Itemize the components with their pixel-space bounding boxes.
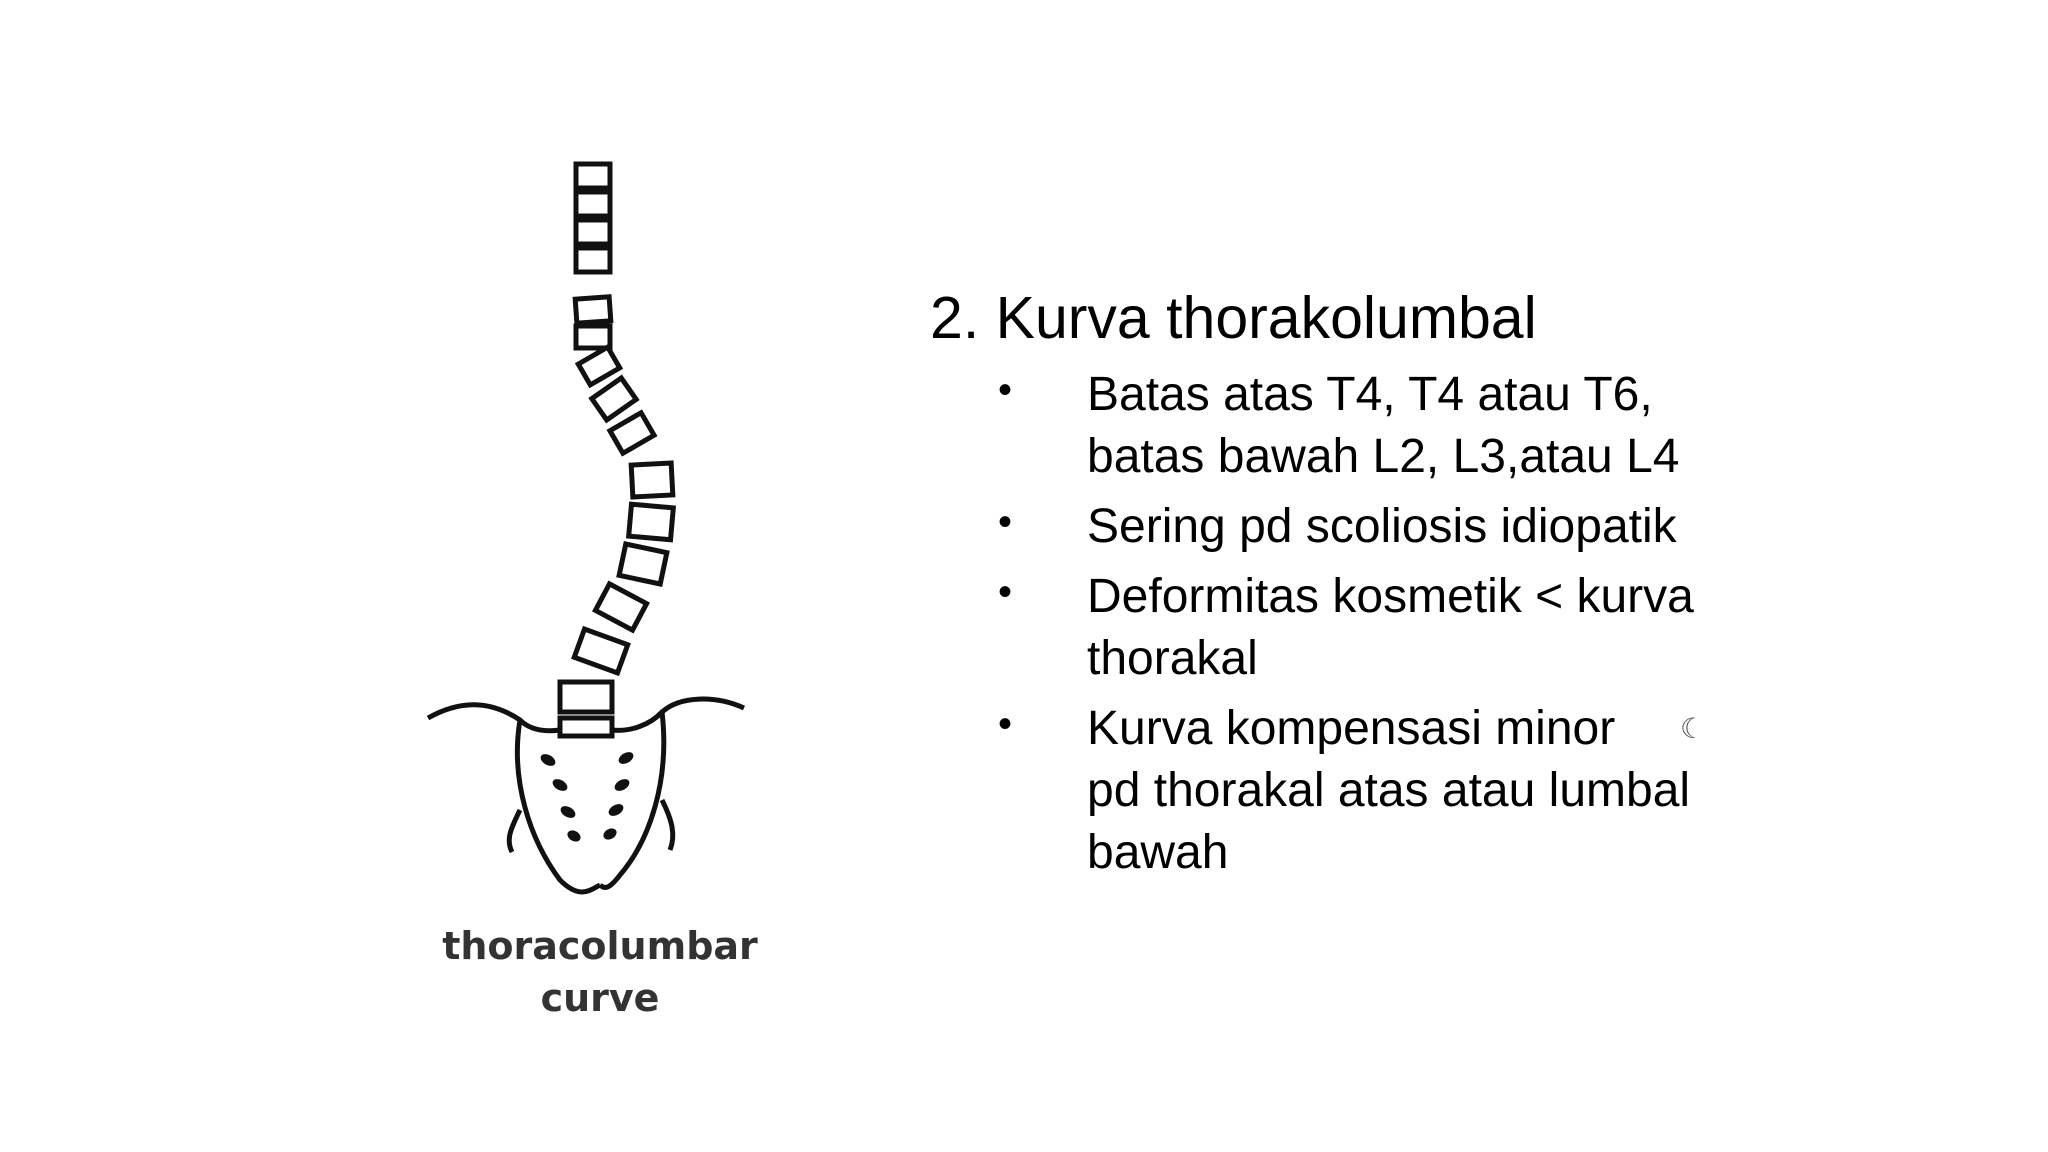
bullet-text-line: Batas atas T4, T4 atau T6, xyxy=(1087,368,1653,421)
moon-icon: ☾ xyxy=(1680,712,1706,745)
bullet-item xyxy=(930,364,1830,488)
figure-caption-line: thoracolumbar xyxy=(442,924,758,968)
bullet-list xyxy=(930,364,1830,884)
bullet-dot-icon: • xyxy=(998,702,1013,746)
section-heading: 2. Kurva thorakolumbal xyxy=(930,285,1537,351)
content-block xyxy=(930,278,1830,892)
bullet-item xyxy=(930,496,1830,558)
bullet-dot-icon: • xyxy=(998,500,1013,544)
bullet-item xyxy=(930,566,1830,690)
bullet-text-line: Kurva kompensasi minor xyxy=(1087,702,1616,755)
bullet-text-line: bawah xyxy=(1087,826,1229,879)
bullet-text-line: Deformitas kosmetik < kurva xyxy=(1087,570,1694,623)
bullet-dot-icon: • xyxy=(998,368,1013,412)
figure-caption-line: curve xyxy=(540,976,660,1020)
bullet-text-line: thorakal xyxy=(1087,632,1258,685)
bullet-dot-icon: • xyxy=(998,570,1013,614)
bullet-text-line: batas bawah L2, L3,atau L4 xyxy=(1087,430,1680,483)
figure-caption xyxy=(400,920,800,1024)
spine-figure xyxy=(400,140,800,1040)
bullet-text-line: pd thorakal atas atau lumbal xyxy=(1087,764,1691,817)
spine-curve-icon xyxy=(400,140,800,920)
bullet-text-line: Sering pd scoliosis idiopatik xyxy=(1087,500,1677,553)
